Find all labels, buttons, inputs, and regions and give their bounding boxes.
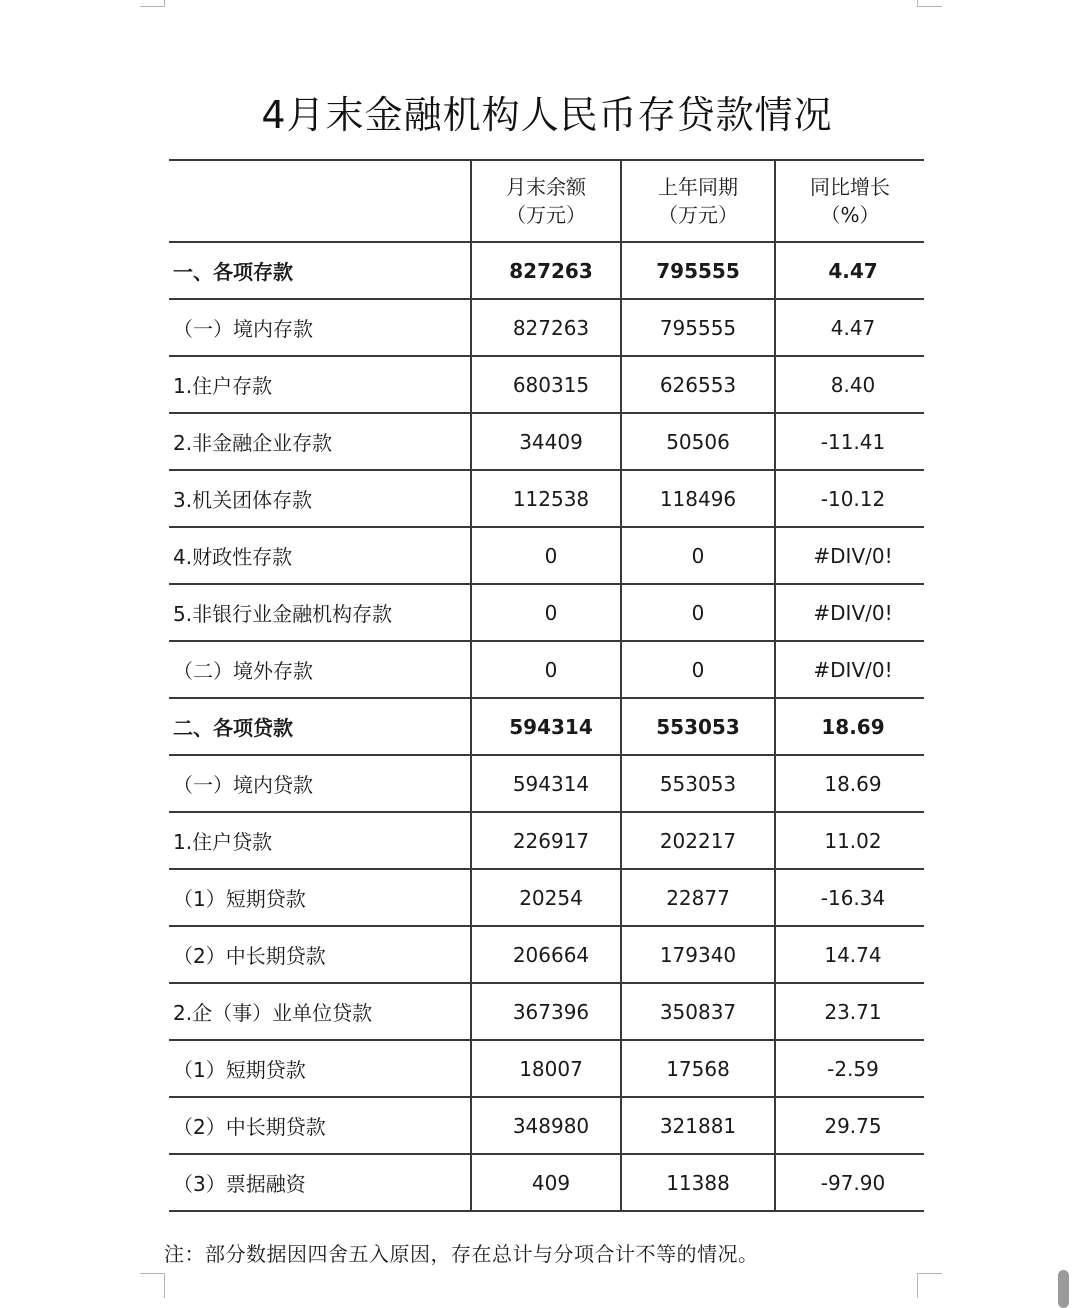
row-growth: -2.59 — [775, 1040, 924, 1097]
row-current-balance: 112538 — [471, 470, 621, 527]
row-growth: 4.47 — [775, 299, 924, 356]
row-label: 1.住户存款 — [169, 356, 471, 413]
row-current-balance: 348980 — [471, 1097, 621, 1154]
row-growth: 8.40 — [775, 356, 924, 413]
header-growth-line1: 同比增长 — [810, 175, 890, 199]
row-label: （2）中长期贷款 — [169, 1097, 471, 1154]
table-row — [169, 1097, 924, 1154]
table-row — [169, 470, 924, 527]
footnote: 注：部分数据因四舍五入原因，存在总计与分项合计不等的情况。 — [164, 1242, 759, 1266]
deposit-loan-table — [169, 159, 924, 1212]
table-row — [169, 1040, 924, 1097]
row-last-year: 350837 — [621, 983, 775, 1040]
row-last-year: 202217 — [621, 812, 775, 869]
table-row — [169, 983, 924, 1040]
row-last-year: 626553 — [621, 356, 775, 413]
row-growth: 18.69 — [775, 755, 924, 812]
row-last-year: 795555 — [621, 242, 775, 299]
row-label: （1）短期贷款 — [169, 1040, 471, 1097]
row-last-year: 22877 — [621, 869, 775, 926]
table-row — [169, 641, 924, 698]
row-label: （1）短期贷款 — [169, 869, 471, 926]
header-label — [169, 160, 471, 242]
row-current-balance: 680315 — [471, 356, 621, 413]
table-row — [169, 413, 924, 470]
header-current-balance — [471, 160, 621, 242]
row-current-balance: 827263 — [471, 299, 621, 356]
table-row — [169, 755, 924, 812]
table-row — [169, 698, 924, 755]
row-growth: 11.02 — [775, 812, 924, 869]
row-current-balance: 827263 — [471, 242, 621, 299]
row-current-balance: 594314 — [471, 755, 621, 812]
table-row — [169, 926, 924, 983]
row-label: 2.非金融企业存款 — [169, 413, 471, 470]
table-body — [169, 242, 924, 1211]
row-label: 2.企（事）业单位贷款 — [169, 983, 471, 1040]
row-growth: -11.41 — [775, 413, 924, 470]
row-label: （3）票据融资 — [169, 1154, 471, 1211]
row-last-year: 50506 — [621, 413, 775, 470]
header-growth-line2: （%） — [820, 203, 880, 227]
page-corner-mark-bottom-left — [140, 1273, 165, 1298]
row-growth: #DIV/0! — [775, 584, 924, 641]
row-current-balance: 20254 — [471, 869, 621, 926]
page-title: 4月末金融机构人民币存贷款情况 — [261, 93, 833, 137]
row-label: （一）境内贷款 — [169, 755, 471, 812]
row-current-balance: 226917 — [471, 812, 621, 869]
header-last-year — [621, 160, 775, 242]
row-last-year: 179340 — [621, 926, 775, 983]
table-row — [169, 527, 924, 584]
row-current-balance: 409 — [471, 1154, 621, 1211]
row-growth: 14.74 — [775, 926, 924, 983]
row-growth: -97.90 — [775, 1154, 924, 1211]
page-corner-mark-bottom-right — [917, 1273, 942, 1298]
row-last-year: 321881 — [621, 1097, 775, 1154]
header-last-year-line1: 上年同期 — [658, 175, 738, 199]
row-current-balance: 594314 — [471, 698, 621, 755]
table-row — [169, 812, 924, 869]
row-growth: -10.12 — [775, 470, 924, 527]
row-label: 一、各项存款 — [169, 242, 471, 299]
row-last-year: 118496 — [621, 470, 775, 527]
table-row — [169, 299, 924, 356]
row-label: 二、各项贷款 — [169, 698, 471, 755]
row-last-year: 0 — [621, 584, 775, 641]
row-label: 5.非银行业金融机构存款 — [169, 584, 471, 641]
row-growth: #DIV/0! — [775, 527, 924, 584]
table-row — [169, 356, 924, 413]
row-label: 4.财政性存款 — [169, 527, 471, 584]
row-current-balance: 0 — [471, 584, 621, 641]
row-current-balance: 34409 — [471, 413, 621, 470]
row-last-year: 11388 — [621, 1154, 775, 1211]
table-row — [169, 1154, 924, 1211]
row-label: 3.机关团体存款 — [169, 470, 471, 527]
row-last-year: 0 — [621, 527, 775, 584]
scrollbar-thumb[interactable] — [1058, 1270, 1069, 1308]
header-current-line1: 月末余额 — [506, 175, 586, 199]
row-label: 1.住户贷款 — [169, 812, 471, 869]
row-growth: 18.69 — [775, 698, 924, 755]
row-last-year: 0 — [621, 641, 775, 698]
page-corner-mark-top-right — [917, 0, 942, 7]
row-last-year: 795555 — [621, 299, 775, 356]
row-current-balance: 0 — [471, 527, 621, 584]
row-last-year: 553053 — [621, 755, 775, 812]
table-row — [169, 584, 924, 641]
row-label: （一）境内存款 — [169, 299, 471, 356]
row-label: （二）境外存款 — [169, 641, 471, 698]
row-last-year: 553053 — [621, 698, 775, 755]
row-growth: 23.71 — [775, 983, 924, 1040]
header-growth — [775, 160, 924, 242]
row-current-balance: 206664 — [471, 926, 621, 983]
row-growth: 29.75 — [775, 1097, 924, 1154]
row-current-balance: 0 — [471, 641, 621, 698]
row-last-year: 17568 — [621, 1040, 775, 1097]
page-corner-mark-top-left — [140, 0, 165, 7]
table-row — [169, 242, 924, 299]
header-last-year-line2: （万元） — [658, 203, 738, 227]
header-current-line2: （万元） — [506, 203, 586, 227]
table-header-row — [169, 160, 924, 242]
table-row — [169, 869, 924, 926]
row-label: （2）中长期贷款 — [169, 926, 471, 983]
row-growth: -16.34 — [775, 869, 924, 926]
row-current-balance: 367396 — [471, 983, 621, 1040]
row-growth: 4.47 — [775, 242, 924, 299]
row-current-balance: 18007 — [471, 1040, 621, 1097]
row-growth: #DIV/0! — [775, 641, 924, 698]
